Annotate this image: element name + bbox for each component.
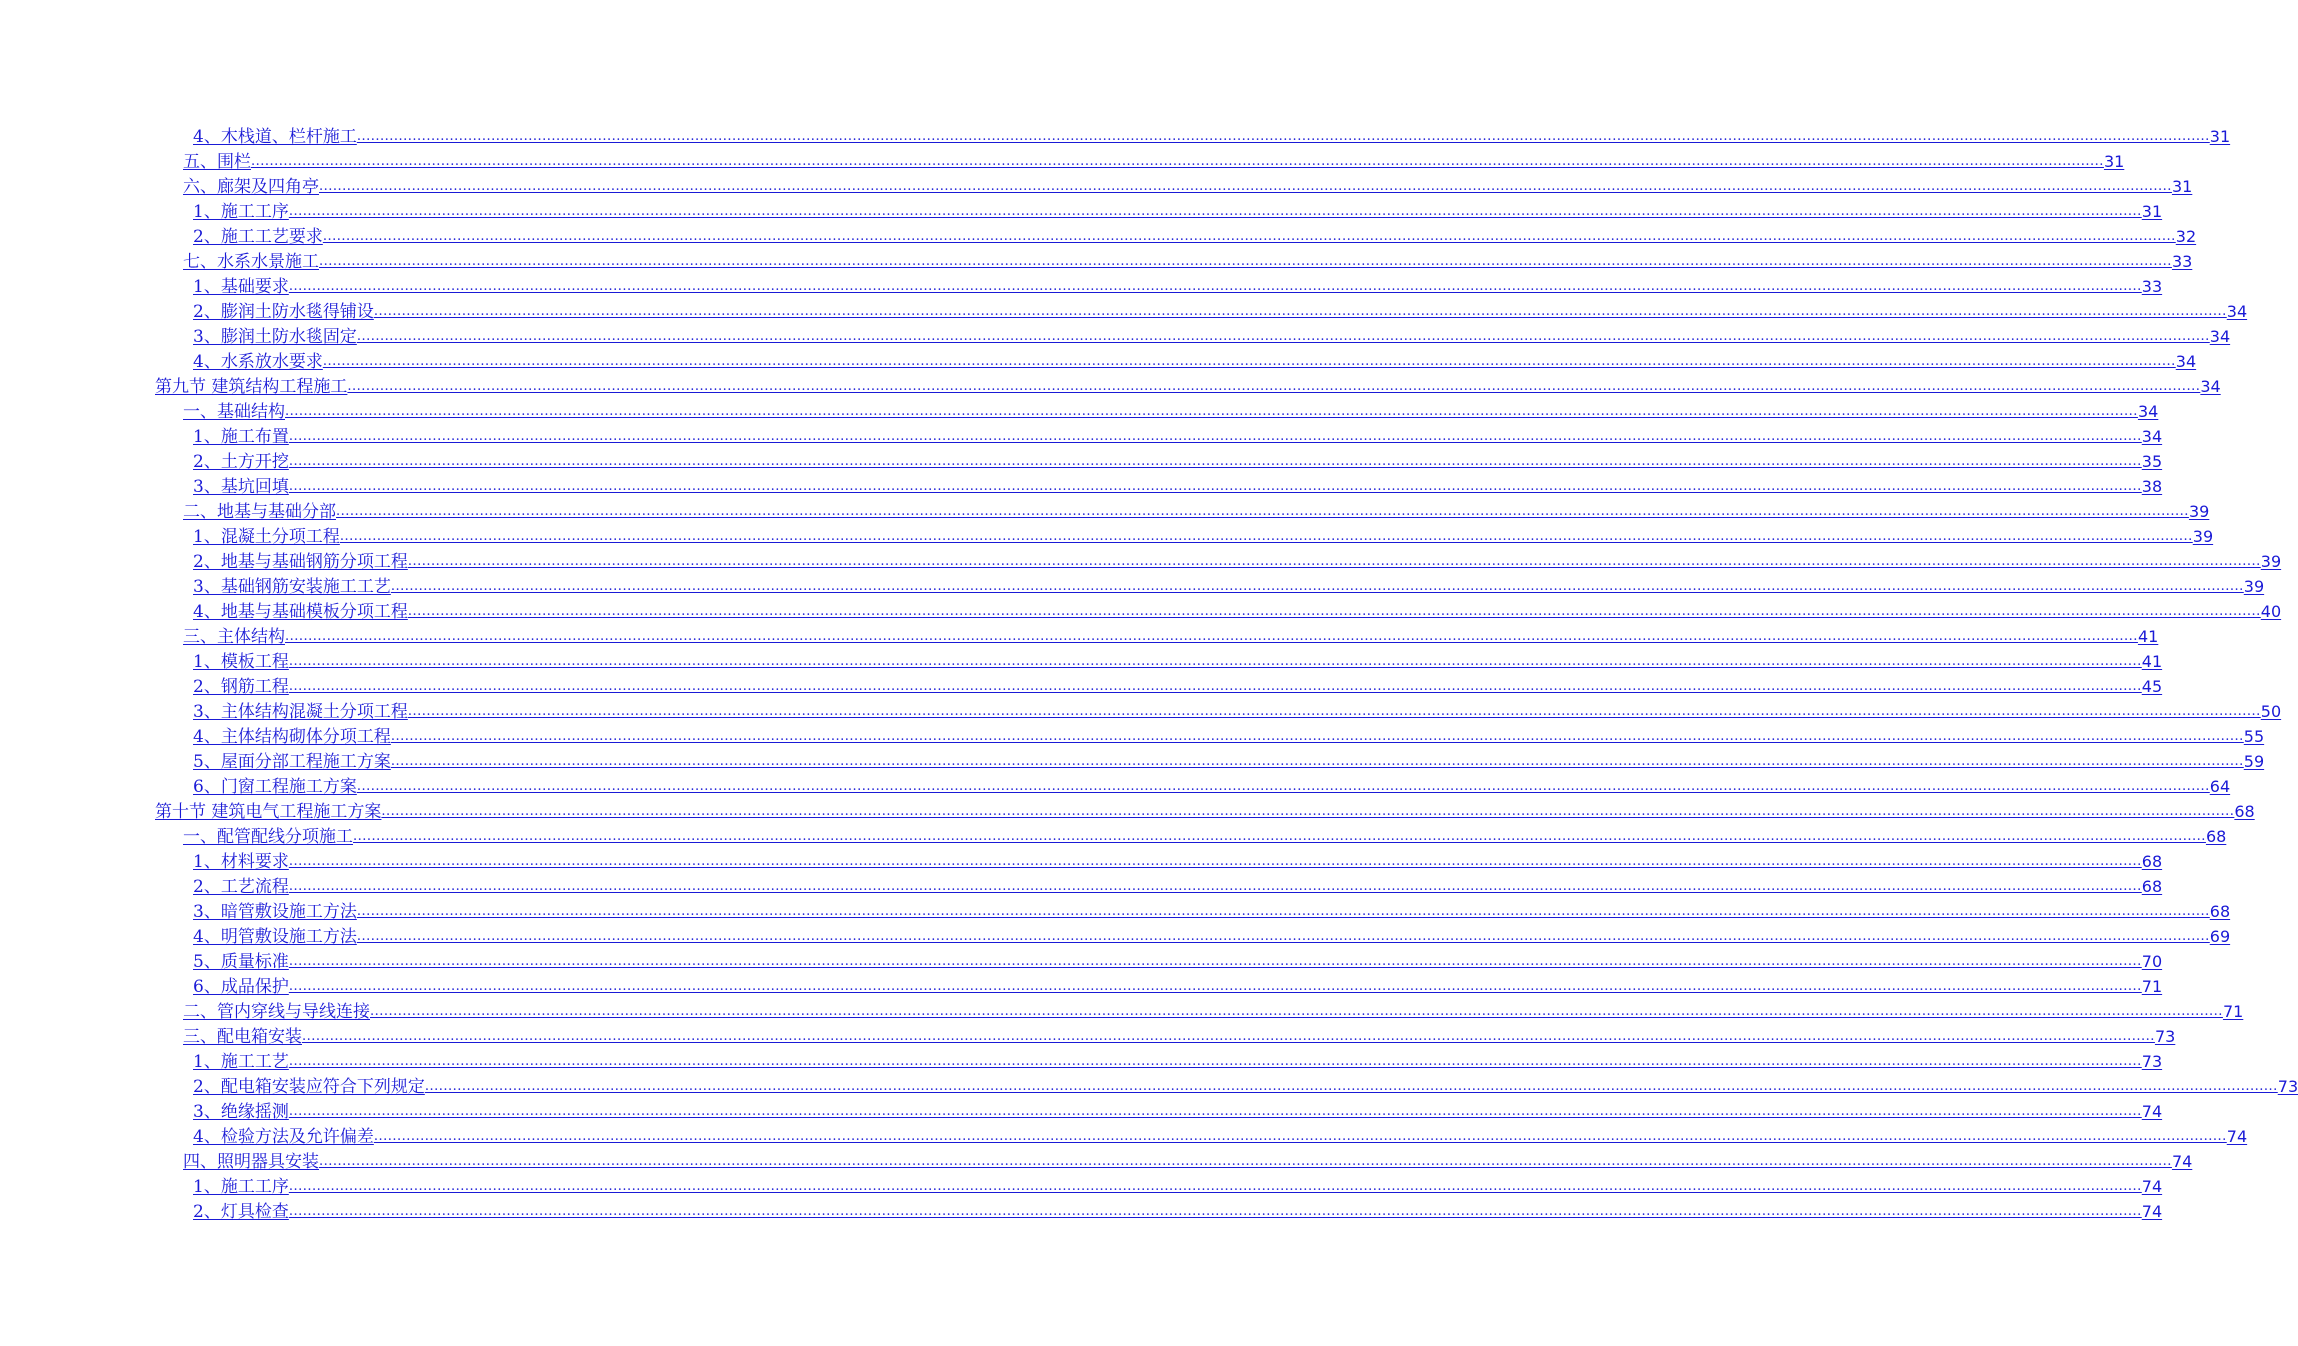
toc-page-number: 68	[2141, 877, 2163, 896]
toc-entry-link[interactable]	[0, 972, 2163, 997]
toc-entry-link[interactable]	[0, 197, 2163, 222]
toc-page-number: 34	[2209, 327, 2231, 346]
toc-entry-link[interactable]	[0, 622, 2159, 647]
toc-dot-leader: ................................................................................................................................................................................................................................................................................................................................................................................................................	[319, 254, 2172, 269]
toc-entry-link[interactable]	[0, 597, 2282, 622]
toc-entry-title: 七、水系水景施工	[183, 252, 319, 272]
toc-page-number: 74	[2226, 1127, 2248, 1146]
toc-page-number: 31	[2209, 127, 2231, 146]
toc-entry-link[interactable]	[0, 447, 2163, 472]
toc-entry-link[interactable]	[0, 372, 2221, 397]
toc-entry-link[interactable]	[0, 422, 2163, 447]
toc-dot-leader: ................................................................................................................................................................................................................................................................................................................................................................................................................	[288, 979, 2142, 994]
toc-entry-link[interactable]	[0, 1172, 2163, 1197]
toc-entry-title: 2、钢筋工程	[193, 677, 289, 697]
toc-entry-link[interactable]	[0, 747, 2265, 772]
toc-entry-title: 二、管内穿线与导线连接	[183, 1002, 370, 1022]
toc-entry-title: 三、主体结构	[183, 627, 285, 647]
toc-entry-title: 第十节 建筑电气工程施工方案	[155, 802, 382, 822]
toc-page-number: 39	[2260, 552, 2282, 571]
toc-page-number: 64	[2209, 777, 2231, 796]
toc-entry-link[interactable]	[0, 297, 2248, 322]
toc-entry-link[interactable]	[0, 1047, 2163, 1072]
toc-page-number: 34	[2200, 377, 2221, 396]
toc-dot-leader: ................................................................................................................................................................................................................................................................................................................................................................................................................	[356, 129, 2210, 144]
toc-entry-title: 2、配电箱安装应符合下列规定	[193, 1077, 425, 1097]
toc-entry-title: 4、水系放水要求	[193, 352, 323, 372]
toc-entry-link[interactable]	[0, 822, 2227, 847]
toc-page-number: 71	[2141, 977, 2163, 996]
toc-entry-title: 三、配电箱安装	[183, 1027, 302, 1047]
toc-entry-title: 1、施工工序	[193, 1177, 289, 1197]
toc-entry-link[interactable]	[0, 947, 2163, 972]
toc-dot-leader: ................................................................................................................................................................................................................................................................................................................................................................................................................	[288, 1104, 2142, 1119]
toc-entry-link[interactable]	[0, 1022, 2176, 1047]
toc-page-number: 50	[2260, 702, 2282, 721]
toc-dot-leader: ................................................................................................................................................................................................................................................................................................................................................................................................................	[407, 604, 2261, 619]
toc-page-number: 69	[2209, 927, 2231, 946]
toc-dot-leader: ................................................................................................................................................................................................................................................................................................................................................................................................................	[288, 479, 2142, 494]
toc-entry-link[interactable]	[0, 1097, 2163, 1122]
toc-page-number: 45	[2141, 677, 2163, 696]
toc-entry-title: 六、廊架及四角亭	[183, 177, 319, 197]
toc-page-number: 32	[2175, 227, 2197, 246]
toc-page-number: 34	[2137, 402, 2159, 421]
toc-page-number: 55	[2243, 727, 2265, 746]
toc-entry-title: 4、主体结构砌体分项工程	[193, 727, 391, 747]
toc-dot-leader: ................................................................................................................................................................................................................................................................................................................................................................................................................	[322, 229, 2176, 244]
toc-page-number: 74	[2141, 1102, 2163, 1121]
toc-dot-leader: ................................................................................................................................................................................................................................................................................................................................................................................................................	[407, 554, 2261, 569]
toc-entry-title: 5、屋面分部工程施工方案	[193, 752, 391, 772]
toc-entry-title: 3、暗管敷设施工方法	[193, 902, 357, 922]
toc-page-number: 41	[2141, 652, 2163, 671]
toc-entry-title: 6、成品保护	[193, 977, 289, 997]
toc-entry-title: 1、模板工程	[193, 652, 289, 672]
toc-entry-title: 一、配管配线分项施工	[183, 827, 353, 847]
toc-page-number: 71	[2222, 1002, 2244, 1021]
toc-entry-title: 2、工艺流程	[193, 877, 289, 897]
toc-dot-leader: ................................................................................................................................................................................................................................................................................................................................................................................................................	[285, 629, 2138, 644]
toc-page-number: 74	[2171, 1152, 2193, 1171]
toc-entry-link[interactable]	[0, 322, 2231, 347]
toc-dot-leader: ................................................................................................................................................................................................................................................................................................................................................................................................................	[390, 579, 2244, 594]
toc-page-number: 74	[2141, 1202, 2163, 1221]
toc-page-number: 68	[2205, 827, 2227, 846]
toc-dot-leader: ................................................................................................................................................................................................................................................................................................................................................................................................................	[302, 1029, 2155, 1044]
toc-entry-title: 1、混凝土分项工程	[193, 527, 340, 547]
toc-page-number: 73	[2277, 1077, 2298, 1096]
toc-dot-leader: ................................................................................................................................................................................................................................................................................................................................................................................................................	[288, 279, 2142, 294]
toc-page-number: 38	[2141, 477, 2163, 496]
toc-dot-leader: ................................................................................................................................................................................................................................................................................................................................................................................................................	[322, 354, 2176, 369]
toc-page-number: 41	[2137, 627, 2159, 646]
toc-entry-link[interactable]	[0, 697, 2282, 722]
toc-dot-leader: ................................................................................................................................................................................................................................................................................................................................................................................................................	[288, 854, 2142, 869]
toc-dot-leader: ................................................................................................................................................................................................................................................................................................................................................................................................................	[288, 454, 2142, 469]
toc-dot-leader: ................................................................................................................................................................................................................................................................................................................................................................................................................	[356, 904, 2210, 919]
toc-entry-title: 6、门窗工程施工方案	[193, 777, 357, 797]
toc-entry-link[interactable]	[0, 472, 2163, 497]
toc-entry-link[interactable]	[0, 847, 2163, 872]
toc-entry-title: 3、基坑回填	[193, 477, 289, 497]
toc-page-number: 39	[2243, 577, 2265, 596]
toc-page-number: 68	[2209, 902, 2231, 921]
toc-entry-title: 五、围栏	[183, 152, 251, 172]
toc-dot-leader: ................................................................................................................................................................................................................................................................................................................................................................................................................	[288, 679, 2142, 694]
toc-page-number: 68	[2141, 852, 2163, 871]
toc-entry-title: 1、施工工艺	[193, 1052, 289, 1072]
toc-entry-link[interactable]	[0, 397, 2159, 422]
toc-entry-link[interactable]	[0, 247, 2193, 272]
toc-dot-leader: ................................................................................................................................................................................................................................................................................................................................................................................................................	[390, 754, 2244, 769]
toc-dot-leader: ................................................................................................................................................................................................................................................................................................................................................................................................................	[381, 804, 2235, 819]
toc-entry-link[interactable]	[0, 1122, 2248, 1147]
toc-page-number: 70	[2141, 952, 2163, 971]
toc-dot-leader: ................................................................................................................................................................................................................................................................................................................................................................................................................	[288, 429, 2142, 444]
toc-entry-link[interactable]	[0, 222, 2197, 247]
toc-dot-leader: ................................................................................................................................................................................................................................................................................................................................................................................................................	[288, 1179, 2142, 1194]
toc-entry-link[interactable]	[0, 347, 2197, 372]
toc-entry-link[interactable]	[0, 647, 2163, 672]
toc-entry-link[interactable]	[0, 122, 2231, 147]
toc-dot-leader: ................................................................................................................................................................................................................................................................................................................................................................................................................	[336, 504, 2189, 519]
toc-entry-title: 第九节 建筑结构工程施工	[155, 377, 348, 397]
toc-dot-leader: ................................................................................................................................................................................................................................................................................................................................................................................................................	[347, 379, 2201, 394]
toc-dot-leader: ................................................................................................................................................................................................................................................................................................................................................................................................................	[288, 654, 2142, 669]
toc-dot-leader: ................................................................................................................................................................................................................................................................................................................................................................................................................	[390, 729, 2244, 744]
toc-entry-title: 3、绝缘摇测	[193, 1102, 289, 1122]
toc-entry-link[interactable]	[0, 172, 2193, 197]
toc-dot-leader: ................................................................................................................................................................................................................................................................................................................................................................................................................	[339, 529, 2193, 544]
toc-dot-leader: ................................................................................................................................................................................................................................................................................................................................................................................................................	[353, 829, 2206, 844]
toc-page-number: 35	[2141, 452, 2163, 471]
toc-entry-title: 3、基础钢筋安装施工工艺	[193, 577, 391, 597]
toc-entry-title: 1、材料要求	[193, 852, 289, 872]
toc-dot-leader: ................................................................................................................................................................................................................................................................................................................................................................................................................	[319, 1154, 2172, 1169]
toc-dot-leader: ................................................................................................................................................................................................................................................................................................................................................................................................................	[288, 1054, 2142, 1069]
toc-entry-link[interactable]	[0, 872, 2163, 897]
toc-entry-link[interactable]	[0, 522, 2214, 547]
toc-page-number: 34	[2141, 427, 2163, 446]
toc-dot-leader: ................................................................................................................................................................................................................................................................................................................................................................................................................	[251, 154, 2104, 169]
toc-dot-leader: ................................................................................................................................................................................................................................................................................................................................................................................................................	[373, 304, 2227, 319]
toc-page-number: 73	[2141, 1052, 2163, 1071]
toc-entry-title: 3、膨润土防水毯固定	[193, 327, 357, 347]
toc-entry-link[interactable]	[0, 572, 2265, 597]
toc-entry-link[interactable]	[0, 1072, 2298, 1097]
toc-page-number: 39	[2192, 527, 2214, 546]
toc-dot-leader: ................................................................................................................................................................................................................................................................................................................................................................................................................	[356, 929, 2210, 944]
toc-dot-leader: ................................................................................................................................................................................................................................................................................................................................................................................................................	[288, 204, 2142, 219]
toc-page-number: 34	[2175, 352, 2197, 371]
toc-entry-link[interactable]	[0, 772, 2231, 797]
toc-entry-title: 1、施工工序	[193, 202, 289, 222]
toc-entry-link[interactable]	[0, 497, 2210, 522]
toc-dot-leader: ................................................................................................................................................................................................................................................................................................................................................................................................................	[373, 1129, 2227, 1144]
toc-entry-link[interactable]	[0, 922, 2231, 947]
toc-entry-link[interactable]	[0, 722, 2265, 747]
toc-page-number: 59	[2243, 752, 2265, 771]
toc-entry-title: 5、质量标准	[193, 952, 289, 972]
toc-entry-link[interactable]	[0, 997, 2244, 1022]
toc-entry-title: 4、木栈道、栏杆施工	[193, 127, 357, 147]
toc-dot-leader: ................................................................................................................................................................................................................................................................................................................................................................................................................	[288, 1204, 2142, 1219]
toc-entry-title: 2、土方开挖	[193, 452, 289, 472]
toc-page-number: 74	[2141, 1177, 2163, 1196]
toc-dot-leader: ................................................................................................................................................................................................................................................................................................................................................................................................................	[356, 329, 2210, 344]
toc-page-number: 31	[2103, 152, 2125, 171]
toc-page-number: 33	[2171, 252, 2193, 271]
toc-entry-link[interactable]	[0, 672, 2163, 697]
toc-dot-leader: ................................................................................................................................................................................................................................................................................................................................................................................................................	[356, 779, 2210, 794]
toc-entry-title: 3、主体结构混凝土分项工程	[193, 702, 408, 722]
toc-entry-link[interactable]	[0, 1197, 2163, 1222]
toc-dot-leader: ................................................................................................................................................................................................................................................................................................................................................................................................................	[407, 704, 2261, 719]
toc-page-number: 31	[2141, 202, 2163, 221]
toc-page-number: 68	[2234, 802, 2255, 821]
toc-entry-link[interactable]	[0, 897, 2231, 922]
toc-entry-link[interactable]	[0, 272, 2163, 297]
toc-entry-link[interactable]	[0, 1147, 2193, 1172]
toc-entry-title: 2、膨润土防水毯得铺设	[193, 302, 374, 322]
toc-entry-title: 2、灯具检查	[193, 1202, 289, 1222]
toc-entry-link[interactable]	[0, 147, 2125, 172]
toc-dot-leader: ................................................................................................................................................................................................................................................................................................................................................................................................................	[424, 1079, 2278, 1094]
toc-dot-leader: ................................................................................................................................................................................................................................................................................................................................................................................................................	[319, 179, 2172, 194]
toc-entry-title: 2、施工工艺要求	[193, 227, 323, 247]
toc-entry-title: 2、地基与基础钢筋分项工程	[193, 552, 408, 572]
toc-entry-title: 二、地基与基础分部	[183, 502, 336, 522]
toc-page-number: 34	[2226, 302, 2248, 321]
toc-entry-link[interactable]	[0, 547, 2282, 572]
toc-entry-title: 4、明管敷设施工方法	[193, 927, 357, 947]
toc-entry-link[interactable]	[0, 797, 2255, 822]
toc-page-number: 39	[2188, 502, 2210, 521]
toc-entry-title: 4、检验方法及允许偏差	[193, 1127, 374, 1147]
toc-dot-leader: ................................................................................................................................................................................................................................................................................................................................................................................................................	[285, 404, 2138, 419]
table-of-contents	[0, 122, 2298, 1222]
toc-entry-title: 4、地基与基础模板分项工程	[193, 602, 408, 622]
toc-entry-title: 四、照明器具安装	[183, 1152, 319, 1172]
toc-dot-leader: ................................................................................................................................................................................................................................................................................................................................................................................................................	[288, 954, 2142, 969]
toc-dot-leader: ................................................................................................................................................................................................................................................................................................................................................................................................................	[370, 1004, 2223, 1019]
toc-page-number: 33	[2141, 277, 2163, 296]
toc-page-number: 31	[2171, 177, 2193, 196]
toc-dot-leader: ................................................................................................................................................................................................................................................................................................................................................................................................................	[288, 879, 2142, 894]
toc-page-number: 73	[2154, 1027, 2176, 1046]
toc-entry-title: 1、基础要求	[193, 277, 289, 297]
toc-entry-title: 一、基础结构	[183, 402, 285, 422]
toc-entry-title: 1、施工布置	[193, 427, 289, 447]
toc-page-number: 40	[2260, 602, 2282, 621]
